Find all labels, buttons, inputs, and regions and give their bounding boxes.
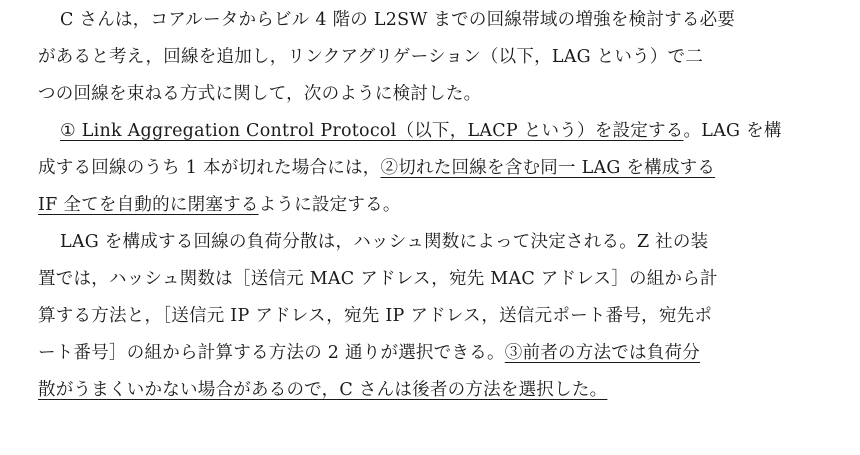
underlined-item-2: ②切れた回線を含む同一 LAG を構成する [380, 158, 716, 178]
text-span: 成する回線のうち 1 本が切れた場合には， [38, 158, 381, 178]
text-span: ように設定する。 [258, 195, 401, 215]
text-span: つの回線を束ねる方式に関して，次のように検討した。 [38, 84, 482, 104]
paragraph-1-line-2 [38, 42, 703, 72]
text-span: 置では，ハッシュ関数は［送信元 MAC アドレス，宛先 MAC アドレス］の組から計 [38, 269, 718, 289]
paragraph-2-line-3 [38, 190, 401, 220]
underlined-item-1: ① Link Aggregation Control Protocol（以下，LACP という）を設定する [60, 121, 684, 141]
paragraph-2-line-2 [38, 153, 715, 183]
paragraph-1-line-3 [38, 79, 481, 109]
paragraph-3-line-2 [38, 264, 718, 294]
underlined-item-3: ③前者の方法では負荷分 [504, 343, 701, 363]
text-span: 算する方法と，［送信元 IP アドレス，宛先 IP アドレス，送信元ポート番号，宛先ポ [38, 306, 713, 326]
text-span: ート番号］の組から計算する方法の 2 通りが選択できる。 [38, 343, 505, 363]
text-span: LAG を構成する回線の負荷分散は，ハッシュ関数によって決定される。Z 社の装 [60, 232, 709, 252]
paragraph-3-line-3 [38, 301, 712, 331]
text-span: 。LAG を構 [683, 121, 782, 141]
underlined-item-3-continued: 散がうまくいかない場合があるので，C さんは後者の方法を選択した。 [38, 380, 608, 400]
paragraph-1-line-1 [60, 5, 735, 35]
underlined-item-2-continued: IF 全てを自動的に閉塞する [38, 195, 259, 215]
paragraph-2-line-1 [60, 116, 782, 146]
paragraph-3-line-1 [60, 227, 708, 257]
text-span: があると考え，回線を追加し，リンクアグリゲーション（以下，LAG という）で二 [38, 47, 704, 67]
text-span: C さんは，コアルータからビル 4 階の L2SW までの回線帯域の増強を検討する必要 [60, 10, 736, 30]
paragraph-3-line-5 [38, 375, 607, 405]
paragraph-3-line-4 [38, 338, 700, 368]
